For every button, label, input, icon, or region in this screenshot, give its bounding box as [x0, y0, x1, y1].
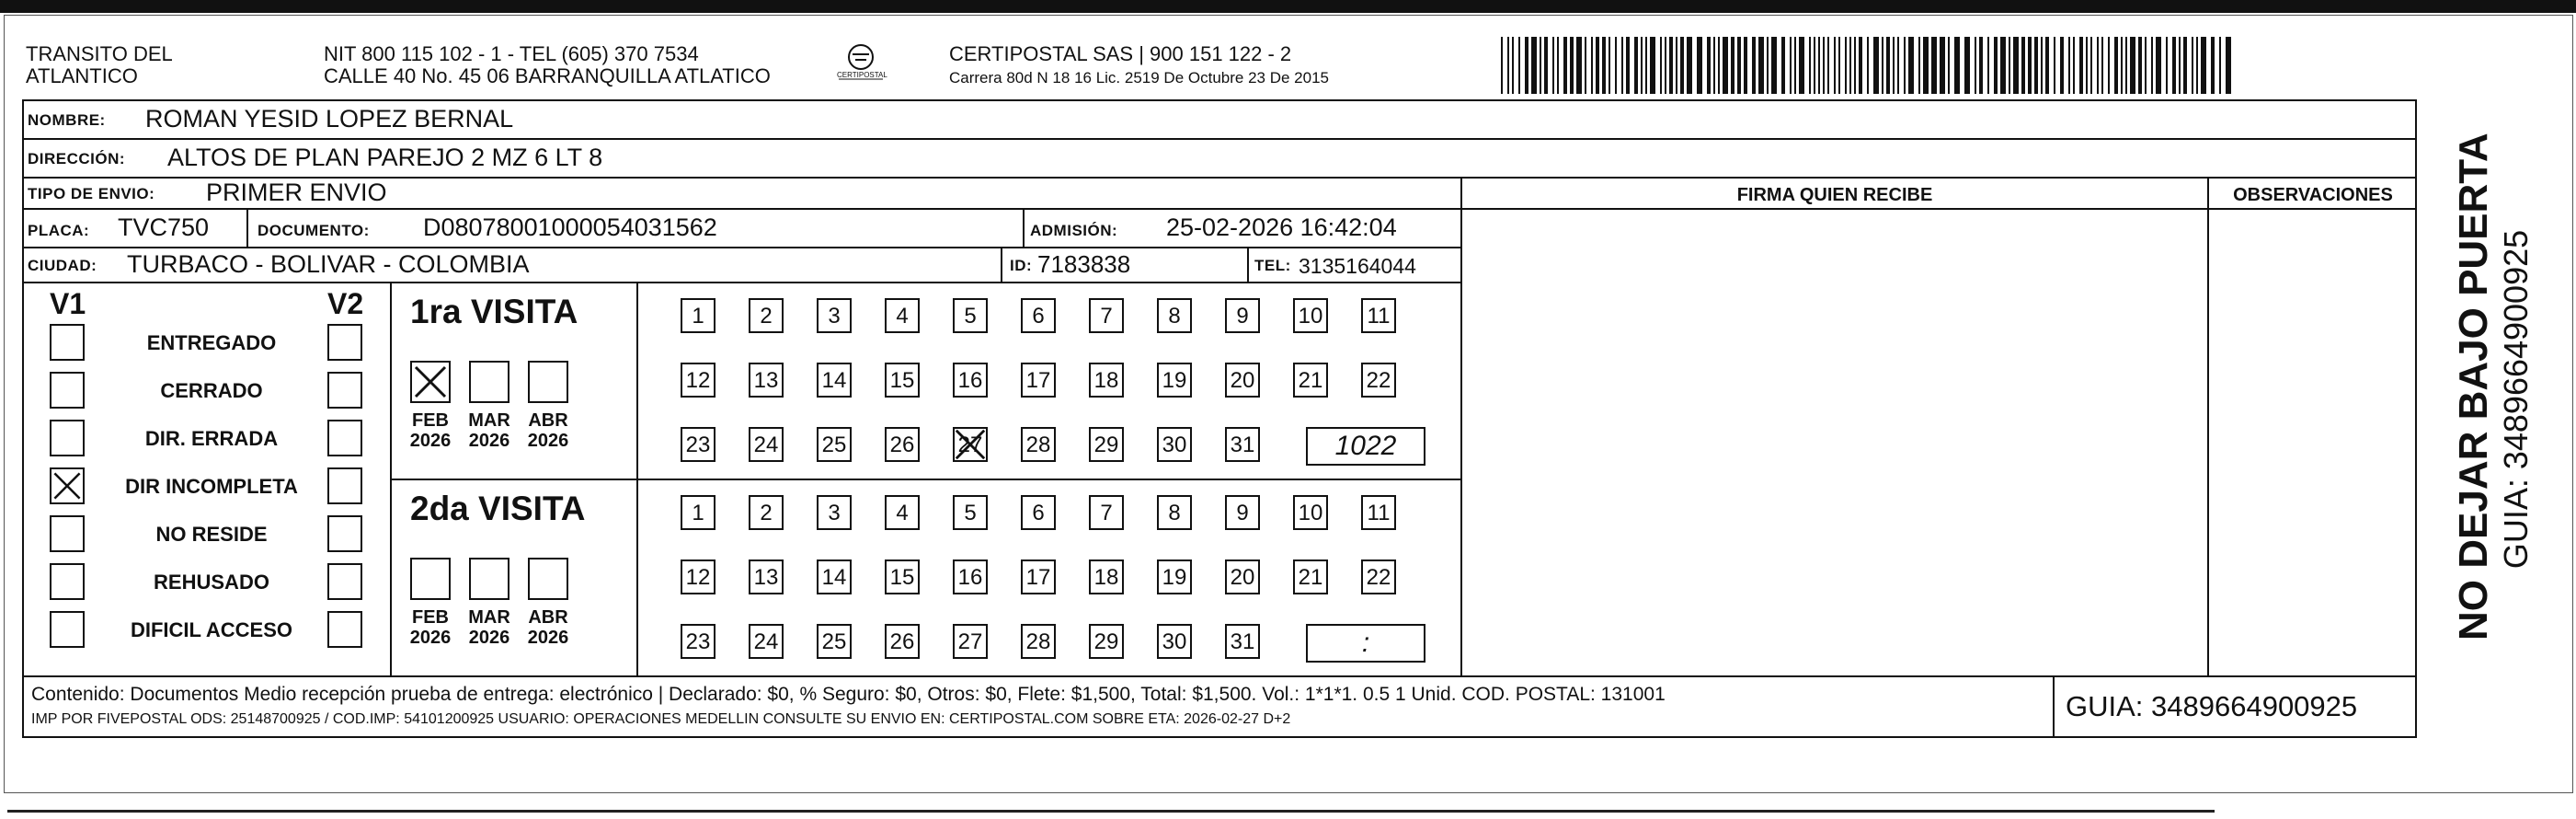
visit-day-cell[interactable]: 4: [885, 298, 920, 333]
visit-day-cell[interactable]: 25: [817, 427, 852, 462]
visit-day-cell[interactable]: 20: [1225, 559, 1260, 594]
side-guia: GUIA: 3489664900925: [2497, 229, 2535, 570]
side-warning: NO DEJAR BAJO PUERTA: [2451, 133, 2496, 640]
visit-day-cell[interactable]: 6: [1021, 298, 1056, 333]
documento-value: D08078001000054031562: [423, 213, 717, 241]
visit-day-cell[interactable]: 23: [681, 624, 716, 659]
visit-day-cell[interactable]: 17: [1021, 363, 1056, 398]
visit-day-cell[interactable]: 14: [817, 363, 852, 398]
visit-day-cell[interactable]: 24: [749, 427, 784, 462]
visit-day-cell[interactable]: 26: [885, 427, 920, 462]
tel-label: TEL:: [1254, 257, 1291, 274]
visit-day-cell[interactable]: 3: [817, 298, 852, 333]
direccion-value: ALTOS DE PLAN PAREJO 2 MZ 6 LT 8: [167, 144, 603, 171]
month-name: MAR: [468, 607, 510, 628]
visit-day-cell[interactable]: 9: [1225, 495, 1260, 530]
visit-day-cell[interactable]: 12: [681, 363, 716, 398]
visit-day-cell[interactable]: 19: [1157, 559, 1192, 594]
nombre-value: ROMAN YESID LOPEZ BERNAL: [145, 105, 514, 133]
visit-day-cell[interactable]: 18: [1089, 559, 1124, 594]
visit-day-cell[interactable]: 29: [1089, 624, 1124, 659]
admision-value: 25-02-2026 16:42:04: [1166, 213, 1397, 241]
visit-day-cell[interactable]: 18: [1089, 363, 1124, 398]
visit-day-cell[interactable]: 28: [1021, 624, 1056, 659]
month-name: FEB: [412, 410, 449, 431]
visit-day-cell[interactable]: 15: [885, 559, 920, 594]
status-reason-label: NO RESIDE: [155, 523, 268, 546]
visit-day-cell[interactable]: 19: [1157, 363, 1192, 398]
ciudad-label: CIUDAD:: [28, 257, 97, 274]
visit-day-cell[interactable]: 31: [1225, 427, 1260, 462]
visit-day-cell[interactable]: 27: [953, 427, 988, 462]
visit-day-cell[interactable]: 20: [1225, 363, 1260, 398]
visit-day-cell[interactable]: 24: [749, 624, 784, 659]
visit-day-cell[interactable]: 13: [749, 559, 784, 594]
visit-day-cell[interactable]: 31: [1225, 624, 1260, 659]
visit-day-cell[interactable]: 11: [1361, 495, 1396, 530]
visit-time-field[interactable]: 1022: [1306, 427, 1425, 466]
visit-day-cell[interactable]: 21: [1293, 363, 1328, 398]
logo-text: CERTIPOSTAL: [837, 71, 887, 79]
carrier-name: CERTIPOSTAL SAS | 900 151 122 - 2: [949, 42, 1292, 65]
sender-nit: NIT 800 115 102 - 1 - TEL (605) 370 7534: [324, 42, 699, 65]
visit-day-cell[interactable]: 22: [1361, 363, 1396, 398]
visit-time-field[interactable]: :: [1306, 624, 1425, 663]
id-label: ID:: [1010, 257, 1033, 274]
visit-day-cell[interactable]: 21: [1293, 559, 1328, 594]
observaciones-header: OBSERVACIONES: [2233, 185, 2393, 205]
visit-day-cell[interactable]: 30: [1157, 624, 1192, 659]
month-name: FEB: [412, 607, 449, 628]
tipo-value: PRIMER ENVIO: [206, 179, 387, 206]
firma-header: FIRMA QUIEN RECIBE: [1736, 185, 1933, 205]
v1-label: V1: [50, 287, 86, 320]
visit-day-cell[interactable]: 8: [1157, 495, 1192, 530]
status-reason-label: DIR. ERRADA: [144, 427, 279, 450]
visit-day-cell[interactable]: 10: [1293, 495, 1328, 530]
documento-label: DOCUMENTO:: [258, 222, 370, 239]
bottom-edge-line: [7, 810, 2215, 813]
visit-day-cell[interactable]: 28: [1021, 427, 1056, 462]
id-value: 7183838: [1037, 250, 1131, 278]
visit-day-cell[interactable]: 15: [885, 363, 920, 398]
visit-day-cell[interactable]: 9: [1225, 298, 1260, 333]
visit-day-cell[interactable]: 16: [953, 559, 988, 594]
visit-day-cell[interactable]: 4: [885, 495, 920, 530]
visit-day-cell[interactable]: 8: [1157, 298, 1192, 333]
page-outer-frame: [4, 15, 2573, 793]
direccion-label: DIRECCIÓN:: [28, 150, 126, 167]
sender-address: CALLE 40 No. 45 06 BARRANQUILLA ATLATICO: [324, 64, 771, 87]
status-reason-label: REHUSADO: [154, 571, 269, 594]
sender-name-line1: TRANSITO DEL: [26, 42, 173, 65]
tel-value: 3135164044: [1299, 254, 1416, 278]
visit-day-cell[interactable]: 5: [953, 495, 988, 530]
month-year: 2026: [468, 628, 510, 648]
visit-day-cell[interactable]: 27: [953, 624, 988, 659]
visit-day-cell[interactable]: 14: [817, 559, 852, 594]
status-reason-label: ENTREGADO: [146, 331, 277, 354]
visit-day-cell[interactable]: 5: [953, 298, 988, 333]
status-reason-label: DIFICIL ACCESO: [130, 618, 292, 641]
placa-label: PLACA:: [28, 222, 90, 239]
footer-imp: IMP POR FIVEPOSTAL ODS: 25148700925 / COD.IMP: 54101200925 USUARIO: OPERACIONES MEDELLIN CONSULTE SU ENVIO EN: CERTIPOSTAL.COM SOBRE ETA: 2026-02-27 D+2: [31, 711, 1291, 727]
month-year: 2026: [409, 628, 452, 648]
visit-day-cell[interactable]: 11: [1361, 298, 1396, 333]
visit-day-cell[interactable]: 12: [681, 559, 716, 594]
v2-label: V2: [327, 287, 364, 320]
admision-label: ADMISIÓN:: [1030, 222, 1118, 239]
visit-day-cell[interactable]: 22: [1361, 559, 1396, 594]
footer-guia: GUIA: 3489664900925: [2066, 690, 2358, 722]
ciudad-value: TURBACO - BOLIVAR - COLOMBIA: [127, 250, 530, 278]
visit-day-cell[interactable]: 6: [1021, 495, 1056, 530]
visit-day-cell[interactable]: 26: [885, 624, 920, 659]
visit-day-cell[interactable]: 1: [681, 495, 716, 530]
visit-day-cell[interactable]: 7: [1089, 495, 1124, 530]
visit-day-cell[interactable]: 29: [1089, 427, 1124, 462]
visit-day-cell[interactable]: 3: [817, 495, 852, 530]
status-reason-label: DIR INCOMPLETA: [125, 475, 298, 498]
visit-title: 1ra VISITA: [410, 293, 578, 330]
month-name: MAR: [468, 410, 510, 431]
status-reason-label: CERRADO: [160, 379, 263, 402]
month-year: 2026: [527, 628, 569, 648]
month-year: 2026: [468, 431, 510, 451]
month-year: 2026: [409, 431, 452, 451]
nombre-label: NOMBRE:: [28, 111, 106, 129]
month-name: ABR: [528, 607, 568, 628]
month-year: 2026: [527, 431, 569, 451]
visit-day-cell[interactable]: 17: [1021, 559, 1056, 594]
visit-day-cell[interactable]: 13: [749, 363, 784, 398]
visit-day-cell[interactable]: 30: [1157, 427, 1192, 462]
visit-day-cell[interactable]: 2: [749, 495, 784, 530]
month-name: ABR: [528, 410, 568, 431]
visit-day-cell[interactable]: 1: [681, 298, 716, 333]
top-border-strip: [0, 0, 2576, 13]
visit-day-cell[interactable]: 23: [681, 427, 716, 462]
sender-name-line2: ATLANTICO: [26, 64, 138, 87]
visit-day-cell[interactable]: 25: [817, 624, 852, 659]
visit-day-cell[interactable]: 16: [953, 363, 988, 398]
placa-value: TVC750: [118, 213, 210, 241]
visit-title: 2da VISITA: [410, 490, 586, 527]
carrier-license: Carrera 80d N 18 16 Lic. 2519 De Octubre 23 De 2015: [949, 69, 1329, 87]
visit-day-cell[interactable]: 7: [1089, 298, 1124, 333]
visit-day-cell[interactable]: 2: [749, 298, 784, 333]
visit-day-cell[interactable]: 10: [1293, 298, 1328, 333]
tipo-label: TIPO DE ENVIO:: [28, 185, 155, 202]
footer-contenido: Contenido: Documentos Medio recepción prueba de entrega: electrónico | Declarado: $0, % Seguro: $0, Otros: $0, Flete: $1,500, Total: $1,500. Vol.: 1*1*1. 0.5 1 Unid. COD. POSTAL: 131001: [31, 684, 1666, 705]
